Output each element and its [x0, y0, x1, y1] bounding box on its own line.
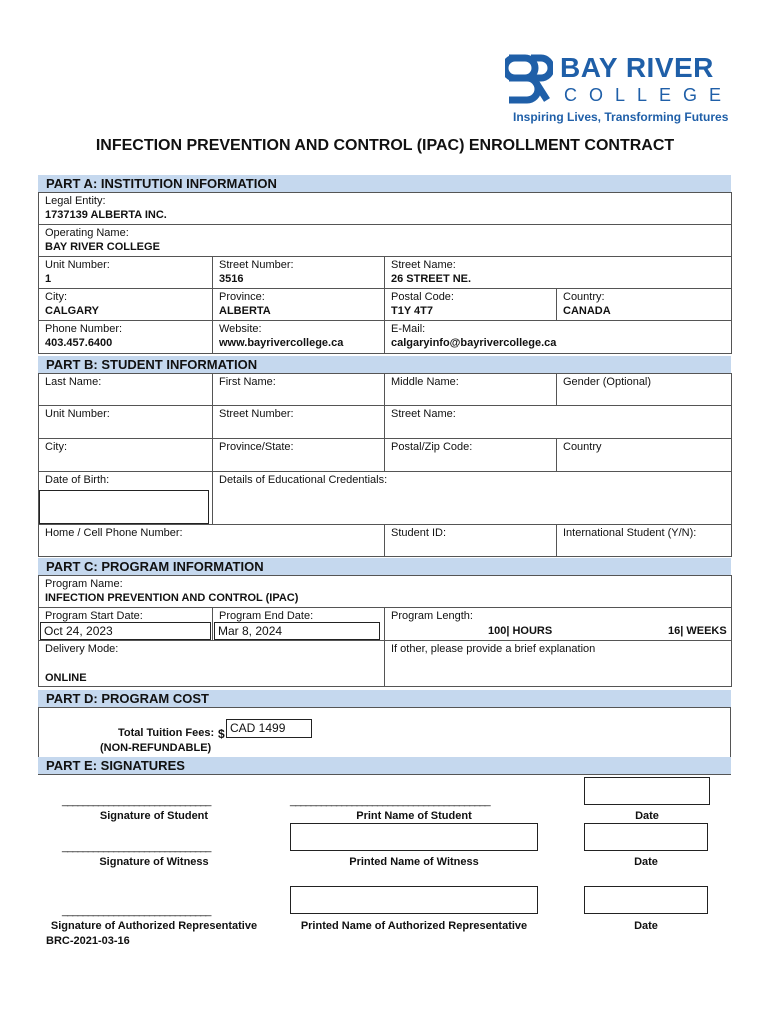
student-country-label: Country: [563, 441, 602, 453]
end-date-input[interactable]: Mar 8, 2024: [214, 622, 380, 640]
start-date-label: Program Start Date:: [45, 610, 143, 622]
student-province-field[interactable]: [213, 439, 385, 472]
street-number-label: Street Number:: [219, 259, 294, 271]
unit-number-value: 1: [45, 273, 52, 285]
student-street-number-label: Street Number:: [219, 408, 294, 420]
student-country-field[interactable]: [557, 439, 732, 472]
student-date-field[interactable]: [584, 777, 710, 805]
program-hours: 100| HOURS: [488, 625, 553, 637]
first-name-label: First Name:: [219, 376, 276, 388]
program-name-cell: [39, 576, 732, 608]
gender-field[interactable]: [557, 374, 732, 406]
street-name-cell: [385, 257, 732, 289]
dob-input[interactable]: [39, 490, 209, 524]
middle-name-label: Middle Name:: [391, 376, 459, 388]
delivery-mode-cell: [39, 641, 385, 687]
phone-value: 403.457.6400: [45, 337, 113, 349]
part-c-heading: PART C: PROGRAM INFORMATION: [38, 558, 731, 575]
tuition-fees-label: Total Tuition Fees:: [118, 727, 215, 739]
logo-tagline: Inspiring Lives, Transforming Futures: [513, 110, 729, 124]
part-a-table: [38, 192, 732, 354]
currency-symbol: $: [218, 727, 225, 741]
province-label: Province:: [219, 291, 265, 303]
student-city-field[interactable]: [39, 439, 213, 472]
website-value: www.bayrivercollege.ca: [219, 337, 344, 349]
rep-print-label: Printed Name of Authorized Representative: [300, 920, 528, 932]
start-date-input[interactable]: Oct 24, 2023: [40, 622, 211, 640]
postal-code-label: Postal Code:: [391, 291, 454, 303]
city-label: City:: [45, 291, 67, 303]
witness-date-label: Date: [634, 856, 658, 868]
student-id-label: Student ID:: [391, 527, 447, 539]
program-length-label: Program Length:: [391, 610, 473, 622]
email-cell: [385, 321, 732, 354]
student-city-label: City:: [45, 441, 67, 453]
operating-name-value: BAY RIVER COLLEGE: [45, 241, 160, 253]
legal-entity-value: 1737139 ALBERTA INC.: [45, 209, 167, 221]
legal-entity-label: Legal Entity:: [45, 195, 106, 207]
street-name-value: 26 STREET NE.: [391, 273, 472, 285]
student-postal-field[interactable]: [385, 439, 557, 472]
postal-code-value: T1Y 4T7: [391, 305, 433, 317]
country-value: CANADA: [563, 305, 611, 317]
street-name-label: Street Name:: [391, 259, 456, 271]
student-street-number-field[interactable]: [213, 406, 385, 439]
rep-signature-line[interactable]: _____________________________: [62, 905, 211, 917]
country-label: Country:: [563, 291, 605, 303]
end-date-label: Program End Date:: [219, 610, 314, 622]
dob-label: Date of Birth:: [45, 474, 110, 486]
operating-name-label: Operating Name:: [45, 227, 129, 239]
legal-entity-cell: [39, 193, 732, 225]
program-name-value: INFECTION PREVENTION AND CONTROL (IPAC): [45, 592, 299, 604]
delivery-mode-label: Delivery Mode:: [45, 643, 119, 655]
logo-sub: COLLEGE: [564, 85, 734, 105]
student-print-line[interactable]: _______________________________________: [290, 795, 490, 807]
rep-date-label: Date: [634, 920, 658, 932]
postal-code-cell: [385, 289, 557, 321]
phone-label: Phone Number:: [45, 323, 123, 335]
rep-date-field[interactable]: [584, 886, 708, 914]
international-label: International Student (Y/N):: [563, 527, 697, 539]
student-print-label: Print Name of Student: [356, 810, 472, 822]
unit-number-label: Unit Number:: [45, 259, 110, 271]
first-name-field[interactable]: [213, 374, 385, 406]
province-value: ALBERTA: [219, 305, 271, 317]
witness-signature-line[interactable]: _____________________________: [62, 841, 211, 853]
last-name-field[interactable]: [39, 374, 213, 406]
page-title: INFECTION PREVENTION AND CONTROL (IPAC) ENROLLMENT CONTRACT: [95, 137, 675, 154]
student-phone-label: Home / Cell Phone Number:: [45, 527, 183, 539]
phone-cell: [39, 321, 213, 354]
part-e-divider: [38, 774, 731, 775]
rep-signature-label: Signature of Authorized Representative: [50, 920, 258, 932]
street-number-cell: [213, 257, 385, 289]
student-postal-label: Postal/Zip Code:: [391, 441, 473, 453]
student-unit-number-field[interactable]: [39, 406, 213, 439]
part-b-table: [38, 373, 732, 557]
student-signature-line[interactable]: _____________________________: [62, 795, 211, 807]
middle-name-field[interactable]: [385, 374, 557, 406]
non-refundable-note: (NON-REFUNDABLE): [100, 742, 212, 754]
website-cell: [213, 321, 385, 354]
province-cell: [213, 289, 385, 321]
part-e-heading: PART E: SIGNATURES: [38, 757, 731, 774]
part-a-heading: PART A: INSTITUTION INFORMATION: [38, 175, 731, 192]
country-cell: [557, 289, 732, 321]
city-value: CALGARY: [45, 305, 99, 317]
operating-name-cell: [39, 225, 732, 257]
student-street-name-label: Street Name:: [391, 408, 456, 420]
street-number-value: 3516: [219, 273, 244, 285]
bay-river-logo-icon: [505, 52, 553, 104]
tuition-fees-input[interactable]: CAD 1499: [226, 719, 312, 738]
gender-label: Gender (Optional): [563, 376, 652, 388]
program-name-label: Program Name:: [45, 578, 123, 590]
website-label: Website:: [219, 323, 262, 335]
international-field[interactable]: [557, 525, 732, 557]
logo-name: BAY RIVER: [560, 52, 714, 83]
student-province-label: Province/State:: [219, 441, 294, 453]
other-explanation-label: If other, please provide a brief explanation: [391, 643, 596, 655]
part-d-heading: PART D: PROGRAM COST: [38, 690, 731, 707]
unit-number-cell: [39, 257, 213, 289]
witness-print-field[interactable]: [290, 823, 538, 851]
student-id-field[interactable]: [385, 525, 557, 557]
student-date-label: Date: [635, 810, 659, 822]
part-b-heading: PART B: STUDENT INFORMATION: [38, 356, 731, 373]
email-value: calgaryinfo@bayrivercollege.ca: [391, 337, 557, 349]
witness-print-label: Printed Name of Witness: [349, 856, 479, 868]
last-name-label: Last Name:: [45, 376, 102, 388]
credentials-field[interactable]: [213, 472, 732, 525]
city-cell: [39, 289, 213, 321]
rep-print-field[interactable]: [290, 886, 538, 914]
delivery-mode-value: ONLINE: [45, 672, 87, 684]
document-code: BRC-2021-03-16: [46, 935, 130, 947]
credentials-label: Details of Educational Credentials:: [219, 474, 388, 486]
student-street-name-field[interactable]: [385, 406, 732, 439]
student-signature-label: Signature of Student: [99, 810, 209, 822]
email-label: E-Mail:: [391, 323, 426, 335]
witness-date-field[interactable]: [584, 823, 708, 851]
witness-signature-label: Signature of Witness: [99, 856, 209, 868]
student-unit-number-label: Unit Number:: [45, 408, 110, 420]
student-phone-field[interactable]: [39, 525, 385, 557]
other-explanation-field[interactable]: [385, 641, 732, 687]
program-weeks: 16| WEEKS: [668, 625, 727, 637]
